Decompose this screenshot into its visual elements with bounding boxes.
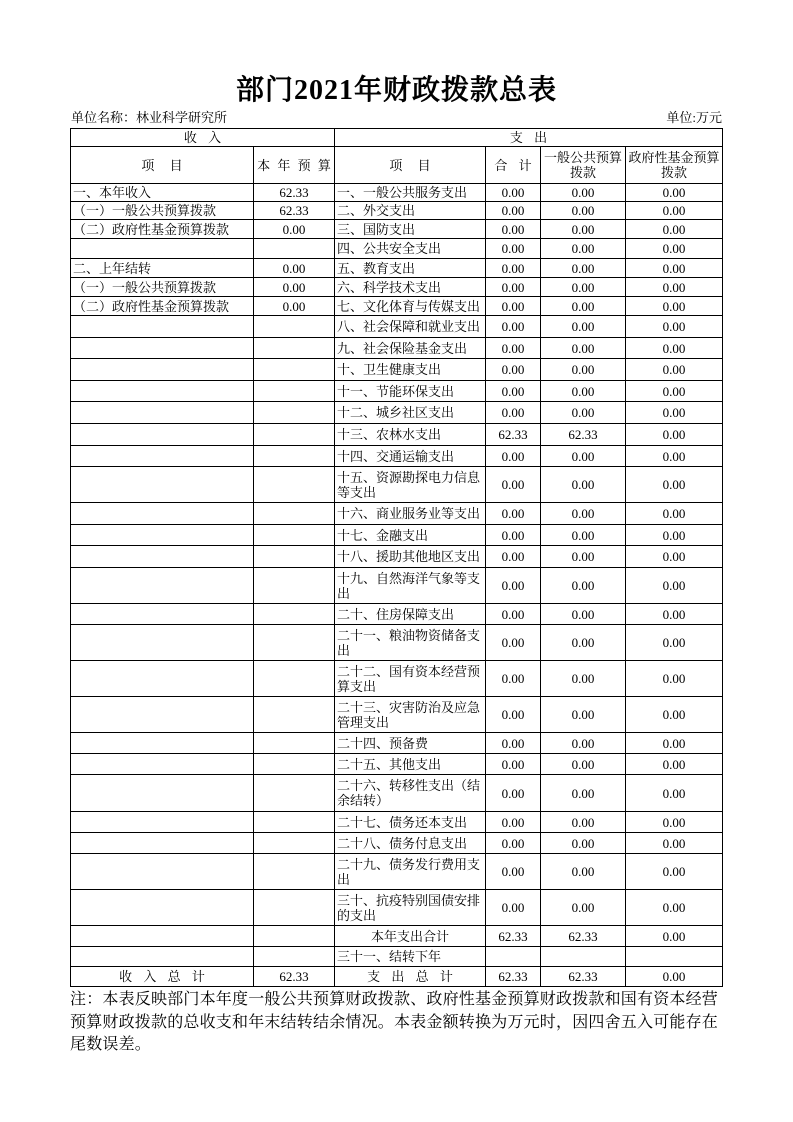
footnote: 注：本表反映部门本年度一般公共预算财政拨款、政府性基金预算财政拨款和国有资本经营预算财政拨款的总收支和年末结转结余情况。本表金额转换为万元时，因四舍五入可能存在尾数误差。 (70, 991, 719, 1053)
fund-budget-cell: 0.00 (626, 259, 723, 278)
income-item-cell (71, 424, 254, 446)
fund-budget-cell: 0.00 (626, 202, 723, 220)
expense-item-cell: 二十五、其他支出 (335, 754, 486, 775)
expense-total-cell: 0.00 (486, 259, 541, 278)
table-row (71, 259, 723, 278)
table-row (71, 184, 723, 202)
expense-item-cell: 本年支出合计 (335, 926, 486, 947)
income-item-cell (71, 947, 254, 967)
table-row (71, 890, 723, 926)
expense-total-cell: 0.00 (486, 754, 541, 775)
income-item-cell (71, 546, 254, 568)
income-item-cell (71, 381, 254, 402)
income-budget-cell (254, 854, 335, 890)
income-item-cell (71, 239, 254, 259)
income-item-cell (71, 733, 254, 754)
income-budget-header: 本 年 预 算 (254, 147, 335, 184)
general-budget-cell: 0.00 (541, 890, 626, 926)
general-budget-cell: 0.00 (541, 525, 626, 546)
income-item-cell (71, 754, 254, 775)
fund-budget-cell: 0.00 (626, 812, 723, 833)
expense-total-cell: 0.00 (486, 812, 541, 833)
expense-total-cell: 0.00 (486, 316, 541, 338)
income-item-cell: （一）一般公共预算拨款 (71, 202, 254, 220)
expense-total-cell: 0.00 (486, 568, 541, 604)
income-item-cell (71, 625, 254, 661)
table-row (71, 278, 723, 297)
general-budget-cell: 0.00 (541, 402, 626, 424)
expense-item-cell: 二、外交支出 (335, 202, 486, 220)
expense-item-cell: 十、卫生健康支出 (335, 359, 486, 381)
income-budget-cell: 62.33 (254, 184, 335, 202)
expense-item-cell: 六、科学技术支出 (335, 278, 486, 297)
expense-item-header: 项 目 (335, 147, 486, 184)
expense-total-cell: 0.00 (486, 697, 541, 733)
income-budget-cell (254, 546, 335, 568)
expense-total-cell: 0.00 (486, 220, 541, 239)
income-budget-cell (254, 424, 335, 446)
fund-budget-total-value: 0.00 (626, 967, 723, 987)
fund-budget-cell: 0.00 (626, 775, 723, 812)
expense-item-cell: 二十八、债务付息支出 (335, 833, 486, 854)
fund-budget-cell: 0.00 (626, 625, 723, 661)
fund-budget-cell: 0.00 (626, 402, 723, 424)
table-row (71, 661, 723, 697)
fund-budget-cell: 0.00 (626, 278, 723, 297)
income-budget-cell: 0.00 (254, 297, 335, 316)
expense-item-cell: 十九、自然海洋气象等支出 (335, 568, 486, 604)
expense-item-cell: 八、社会保障和就业支出 (335, 316, 486, 338)
general-budget-cell: 0.00 (541, 467, 626, 503)
fund-budget-cell: 0.00 (626, 338, 723, 359)
expense-item-cell: 四、公共安全支出 (335, 239, 486, 259)
general-budget-cell: 0.00 (541, 625, 626, 661)
fund-budget-cell (626, 947, 723, 967)
expense-total-cell: 0.00 (486, 467, 541, 503)
table-row (71, 239, 723, 259)
expense-total-cell: 0.00 (486, 525, 541, 546)
page-title: 部门2021年财政拨款总表 (235, 75, 557, 106)
expense-item-cell: 十二、城乡社区支出 (335, 402, 486, 424)
income-item-cell (71, 890, 254, 926)
table-row (71, 446, 723, 467)
income-item-cell (71, 446, 254, 467)
expense-total-cell: 0.00 (486, 381, 541, 402)
general-budget-cell: 0.00 (541, 316, 626, 338)
table-row (71, 424, 723, 446)
table-row (71, 604, 723, 625)
fund-budget-cell: 0.00 (626, 297, 723, 316)
expense-item-cell: 二十二、国有资本经营预算支出 (335, 661, 486, 697)
expense-total-cell: 0.00 (486, 775, 541, 812)
fund-budget-cell: 0.00 (626, 525, 723, 546)
general-budget-cell: 0.00 (541, 381, 626, 402)
general-budget-cell: 0.00 (541, 239, 626, 259)
income-budget-cell (254, 604, 335, 625)
general-budget-cell: 0.00 (541, 220, 626, 239)
expense-item-cell: 二十九、债务发行费用支出 (335, 854, 486, 890)
expense-total-cell: 62.33 (486, 926, 541, 947)
fund-budget-cell: 0.00 (626, 568, 723, 604)
table-row (71, 359, 723, 381)
general-budget-cell: 0.00 (541, 733, 626, 754)
income-item-cell (71, 926, 254, 947)
expense-total-cell: 0.00 (486, 546, 541, 568)
income-budget-cell (254, 697, 335, 733)
general-budget-cell: 0.00 (541, 359, 626, 381)
income-budget-cell (254, 316, 335, 338)
fund-budget-header: 政府性基金预算拨款 (626, 147, 723, 184)
general-budget-total-value: 62.33 (541, 967, 626, 987)
income-item-cell: 二、上年结转 (71, 259, 254, 278)
expense-group-header: 支 出 (335, 129, 723, 147)
expense-item-cell: 二十七、债务还本支出 (335, 812, 486, 833)
income-budget-cell (254, 733, 335, 754)
table-row (71, 926, 723, 947)
general-budget-cell: 0.00 (541, 503, 626, 525)
income-budget-cell: 0.00 (254, 278, 335, 297)
fund-budget-cell: 0.00 (626, 754, 723, 775)
income-item-cell (71, 661, 254, 697)
table-row (71, 402, 723, 424)
general-budget-cell: 62.33 (541, 424, 626, 446)
table-row (71, 568, 723, 604)
fund-budget-cell: 0.00 (626, 446, 723, 467)
expense-total-cell: 0.00 (486, 854, 541, 890)
income-item-cell (71, 525, 254, 546)
table-row (71, 338, 723, 359)
unit-name-label: 单位名称：林业科学研究所 (71, 110, 228, 125)
total-header: 合 计 (486, 147, 541, 184)
column-header-row (71, 147, 723, 184)
general-budget-cell: 0.00 (541, 854, 626, 890)
income-budget-cell (254, 568, 335, 604)
table-row (71, 754, 723, 775)
income-total-label: 收 入 总 计 (71, 967, 254, 987)
expense-total-cell: 0.00 (486, 446, 541, 467)
fund-budget-cell: 0.00 (626, 661, 723, 697)
fund-budget-cell: 0.00 (626, 316, 723, 338)
table-row (71, 625, 723, 661)
income-item-cell (71, 812, 254, 833)
group-header-row (71, 129, 723, 147)
fund-budget-cell: 0.00 (626, 733, 723, 754)
income-item-cell (71, 503, 254, 525)
income-budget-cell (254, 239, 335, 259)
table-row (71, 546, 723, 568)
expense-item-cell: 十四、交通运输支出 (335, 446, 486, 467)
general-budget-cell: 0.00 (541, 259, 626, 278)
table-row (71, 316, 723, 338)
income-budget-cell: 0.00 (254, 259, 335, 278)
expense-item-cell: 九、社会保险基金支出 (335, 338, 486, 359)
income-item-cell: （二）政府性基金预算拨款 (71, 297, 254, 316)
fund-budget-cell: 0.00 (626, 359, 723, 381)
expense-total-cell: 0.00 (486, 625, 541, 661)
fund-budget-cell: 0.00 (626, 239, 723, 259)
general-budget-cell: 0.00 (541, 775, 626, 812)
expense-item-cell: 五、教育支出 (335, 259, 486, 278)
fund-budget-cell: 0.00 (626, 424, 723, 446)
general-budget-cell: 0.00 (541, 278, 626, 297)
income-item-cell: （一）一般公共预算拨款 (71, 278, 254, 297)
fund-budget-cell: 0.00 (626, 381, 723, 402)
income-item-cell (71, 316, 254, 338)
expense-total-cell: 0.00 (486, 239, 541, 259)
expense-item-cell: 十五、资源勘探电力信息等支出 (335, 467, 486, 503)
general-budget-cell: 0.00 (541, 661, 626, 697)
income-budget-cell (254, 833, 335, 854)
expense-item-cell: 十一、节能环保支出 (335, 381, 486, 402)
expense-item-cell: 七、文化体育与传媒支出 (335, 297, 486, 316)
table-row (71, 812, 723, 833)
table-row (71, 202, 723, 220)
general-budget-cell: 62.33 (541, 926, 626, 947)
expense-item-cell: 十七、金融支出 (335, 525, 486, 546)
income-item-cell (71, 338, 254, 359)
expense-item-cell: 十三、农林水支出 (335, 424, 486, 446)
expense-total-value: 62.33 (486, 967, 541, 987)
general-budget-cell: 0.00 (541, 297, 626, 316)
table-row (71, 947, 723, 967)
table-row (71, 220, 723, 239)
income-item-cell (71, 402, 254, 424)
expense-item-cell: 十八、援助其他地区支出 (335, 546, 486, 568)
expense-total-cell: 62.33 (486, 424, 541, 446)
general-budget-cell: 0.00 (541, 446, 626, 467)
income-budget-cell (254, 503, 335, 525)
income-budget-cell: 62.33 (254, 202, 335, 220)
expense-total-cell: 0.00 (486, 297, 541, 316)
general-budget-cell: 0.00 (541, 338, 626, 359)
income-budget-cell (254, 446, 335, 467)
income-item-cell (71, 359, 254, 381)
table-row (71, 503, 723, 525)
income-budget-cell (254, 402, 335, 424)
income-budget-cell (254, 525, 335, 546)
currency-unit-label: 单位:万元 (666, 110, 722, 125)
fund-budget-cell: 0.00 (626, 503, 723, 525)
table-row (71, 381, 723, 402)
expense-total-label: 支 出 总 计 (335, 967, 486, 987)
table-row (71, 733, 723, 754)
income-budget-cell (254, 359, 335, 381)
income-item-cell (71, 467, 254, 503)
fund-budget-cell: 0.00 (626, 546, 723, 568)
income-budget-cell (254, 754, 335, 775)
fund-budget-cell: 0.00 (626, 604, 723, 625)
general-budget-cell: 0.00 (541, 833, 626, 854)
income-budget-cell (254, 775, 335, 812)
expense-total-cell: 0.00 (486, 833, 541, 854)
income-item-cell (71, 775, 254, 812)
expense-item-cell: 二十三、灾害防治及应急管理支出 (335, 697, 486, 733)
general-budget-cell: 0.00 (541, 812, 626, 833)
general-budget-cell: 0.00 (541, 568, 626, 604)
income-item-cell: （二）政府性基金预算拨款 (71, 220, 254, 239)
expense-total-cell: 0.00 (486, 359, 541, 381)
expense-total-cell: 0.00 (486, 661, 541, 697)
expense-item-cell: 三、国防支出 (335, 220, 486, 239)
general-budget-cell: 0.00 (541, 184, 626, 202)
expense-item-cell: 十六、商业服务业等支出 (335, 503, 486, 525)
fund-budget-cell: 0.00 (626, 697, 723, 733)
expense-total-cell: 0.00 (486, 338, 541, 359)
table-row (71, 525, 723, 546)
expense-item-cell: 二十六、转移性支出（结余结转） (335, 775, 486, 812)
fund-budget-cell: 0.00 (626, 184, 723, 202)
fund-budget-cell: 0.00 (626, 833, 723, 854)
general-budget-cell: 0.00 (541, 546, 626, 568)
expense-item-cell: 三十、抗疫特别国债安排的支出 (335, 890, 486, 926)
fund-budget-cell: 0.00 (626, 854, 723, 890)
income-budget-cell (254, 926, 335, 947)
expense-total-cell: 0.00 (486, 890, 541, 926)
income-budget-cell (254, 661, 335, 697)
expense-total-cell: 0.00 (486, 503, 541, 525)
fund-budget-cell: 0.00 (626, 467, 723, 503)
income-item-cell (71, 604, 254, 625)
expense-item-cell: 二十、住房保障支出 (335, 604, 486, 625)
income-item-cell (71, 833, 254, 854)
budget-summary-table (70, 128, 723, 987)
general-budget-cell: 0.00 (541, 754, 626, 775)
income-budget-cell (254, 812, 335, 833)
income-item-header: 项 目 (71, 147, 254, 184)
income-budget-cell (254, 625, 335, 661)
table-row (71, 297, 723, 316)
income-group-header: 收 入 (71, 129, 335, 147)
income-item-cell (71, 854, 254, 890)
table-row (71, 775, 723, 812)
general-budget-cell: 0.00 (541, 202, 626, 220)
general-budget-cell (541, 947, 626, 967)
expense-total-cell: 0.00 (486, 733, 541, 754)
totals-row (71, 967, 723, 987)
expense-total-cell: 0.00 (486, 184, 541, 202)
table-row (71, 833, 723, 854)
fund-budget-cell: 0.00 (626, 220, 723, 239)
expense-item-cell: 二十一、粮油物资储备支出 (335, 625, 486, 661)
income-budget-cell: 0.00 (254, 220, 335, 239)
income-item-cell (71, 697, 254, 733)
expense-item-cell: 三十一、结转下年 (335, 947, 486, 967)
table-row (71, 854, 723, 890)
fund-budget-cell: 0.00 (626, 926, 723, 947)
expense-item-cell: 二十四、预备费 (335, 733, 486, 754)
fund-budget-cell: 0.00 (626, 890, 723, 926)
expense-total-cell: 0.00 (486, 604, 541, 625)
table-row (71, 467, 723, 503)
expense-total-cell (486, 947, 541, 967)
general-budget-header: 一般公共预算拨款 (541, 147, 626, 184)
general-budget-cell: 0.00 (541, 697, 626, 733)
income-item-cell (71, 568, 254, 604)
income-budget-cell (254, 338, 335, 359)
expense-item-cell: 一、一般公共服务支出 (335, 184, 486, 202)
income-budget-cell (254, 467, 335, 503)
income-budget-cell (254, 890, 335, 926)
expense-total-cell: 0.00 (486, 402, 541, 424)
income-item-cell: 一、本年收入 (71, 184, 254, 202)
table-row (71, 697, 723, 733)
expense-total-cell: 0.00 (486, 278, 541, 297)
income-total-value: 62.33 (254, 967, 335, 987)
expense-total-cell: 0.00 (486, 202, 541, 220)
general-budget-cell: 0.00 (541, 604, 626, 625)
income-budget-cell (254, 947, 335, 967)
income-budget-cell (254, 381, 335, 402)
